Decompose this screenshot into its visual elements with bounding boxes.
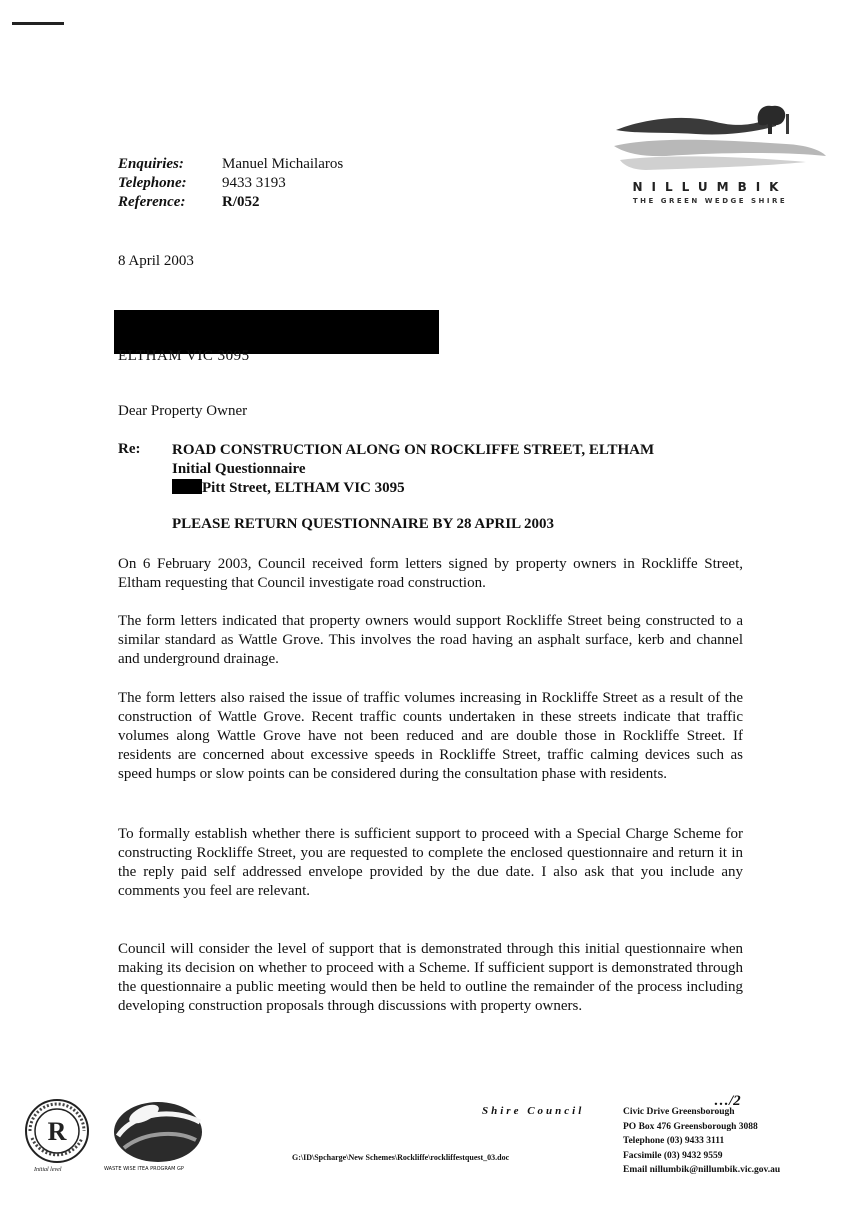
contact-telephone: Telephone (03) 9433 3111: [623, 1136, 725, 1146]
contact-address-1: Civic Drive Greensborough: [623, 1107, 735, 1117]
enquiries-label: Enquiries:: [118, 156, 184, 172]
re-block: [172, 441, 654, 498]
salutation: Dear Property Owner: [118, 403, 248, 419]
logo-post: [786, 114, 789, 134]
page-continuation: …/2: [714, 1093, 741, 1109]
reference-label: Reference:: [118, 194, 186, 210]
re-property: [172, 479, 654, 498]
seal1-caption: Initial level: [34, 1167, 62, 1173]
telephone-label: Telephone:: [118, 175, 187, 191]
seal2-caption: WASTE WISE ITEA PROGRAM GP: [104, 1166, 184, 1172]
re-title: ROAD CONSTRUCTION ALONG ON ROCKLIFFE STREET, ELTHAM: [172, 442, 655, 458]
enquiries-value: Manuel Michailaros: [222, 156, 344, 172]
svg-text:R: R: [47, 1117, 67, 1146]
logo-name: NILLUMBIK: [632, 180, 788, 194]
re-label: Re:: [118, 441, 141, 457]
telephone-value: 9433 3193: [222, 175, 286, 191]
waste-wise-seal-icon: [104, 1092, 210, 1168]
shire-council-label: Shire Council: [482, 1105, 585, 1117]
re-property-text: Pitt Street, ELTHAM VIC 3095: [202, 480, 405, 496]
logo-wave-1: [614, 140, 826, 156]
logo-tree-icon: [758, 106, 786, 134]
letter-date: 8 April 2003: [118, 253, 194, 269]
file-path: G:\ID\Spcharge\New Schemes\Rockliffe\rockliffestquest_03.doc: [292, 1153, 510, 1162]
address-line: ELTHAM VIC 3095: [118, 348, 250, 364]
paragraph-5: Council will consider the level of support that is demonstrated through this initial questionnaire when making its decision on whether to proceed with a Scheme. If sufficient support is demonstrated through the questionnaire a public meeting would then be held to outline the remainder of the process including developing construction proposals through discussions with property owners.: [118, 941, 743, 1014]
contact-email: Email nillumbik@nillumbik.vic.gov.au: [623, 1165, 781, 1175]
logo-wave-2: [620, 156, 806, 170]
contact-facsimile: Facsimile (03) 9432 9559: [623, 1150, 723, 1161]
return-notice: PLEASE RETURN QUESTIONNAIRE BY 28 APRIL 2003: [172, 516, 555, 532]
paragraph-2: The form letters indicated that property owners would support Rockliffe Street being constructed to a similar standard as Wattle Grove. This involves the road having an asphalt surface, kerb and channel and underground drainage.: [118, 613, 743, 667]
paragraph-3: The form letters also raised the issue of traffic volumes increasing in Rockliffe Street as a result of the construction of Wattle Grove. Recent traffic counts undertaken in these streets indicate that traffic volumes along Wattle Grove have not been reduced and are double those in Rockliffe Street. If residents are concerned about excessive speeds in Rockliffe Street, traffic calming devices such as speed humps or slow points can be considered during the consultation phase with residents.: [118, 690, 743, 782]
enquiries-block: [118, 155, 343, 212]
paragraph-4: To formally establish whether there is sufficient support to proceed with a Special Charge Scheme for constructing Rockliffe Street, you are requested to complete the enclosed questionnaire and return it in the reply paid self addressed envelope provided by the due date. I also ask that you include any comments you feel are relevant.: [118, 826, 743, 899]
contact-block: [623, 1105, 780, 1178]
contact-address-2: PO Box 476 Greensborough 3088: [623, 1121, 758, 1132]
paragraph-1: On 6 February 2003, Council received form letters signed by property owners in Rockliffe Street, Eltham requesting that Council investigate road construction.: [118, 556, 743, 591]
reference-value: R/052: [222, 194, 260, 210]
nillumbik-logo: [606, 100, 830, 212]
quality-endorsed-seal-icon: [24, 1098, 90, 1164]
re-subtitle: Initial Questionnaire: [172, 461, 306, 477]
logo-tagline: THE GREEN WEDGE SHIRE: [632, 197, 788, 205]
corner-mark: [12, 22, 64, 25]
logo-hill-shape: [616, 118, 776, 135]
redacted-lot-number: [172, 479, 202, 494]
